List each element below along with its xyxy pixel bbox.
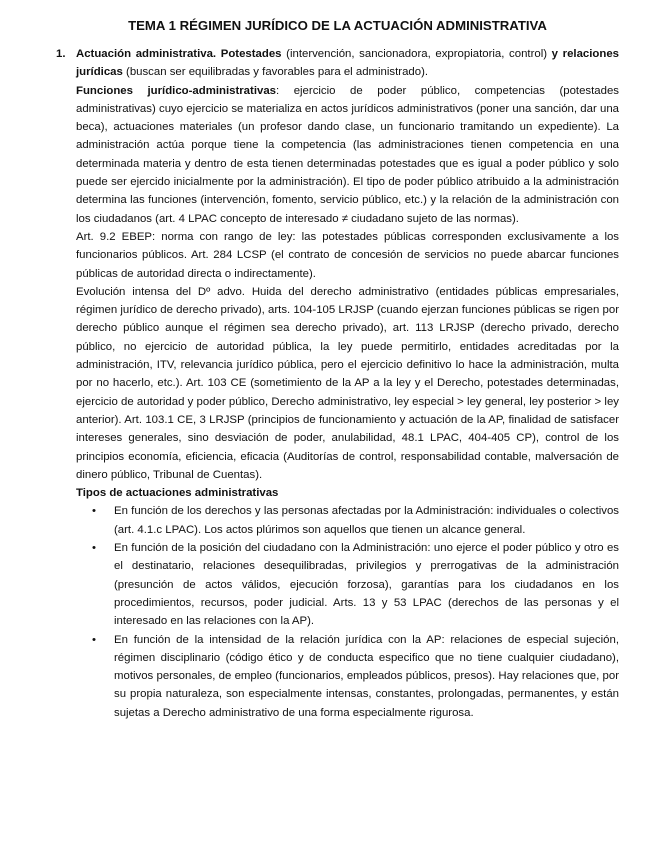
paragraph-potestades [76,45,619,82]
list-item [76,502,619,539]
bullet-text: En función de la posición del ciudadano con la Administración: uno ejerce el poder público y otro es el destinatario, relaciones desequilibradas, privilegios y prerrogativas de la administración (presunción de actos válidos, ejecución forzosa), garantías para los ciudadanos en los procedimientos, recursos, poder judicial. Arts. 13 y 53 LPAC (derechos de las personas y el interesado en las relaciones con la AP). [114,542,619,628]
bold-funciones: Funciones jurídico-administrativas [76,84,276,97]
bullet-text: En función de los derechos y las personas afectadas por la Administración: individuales o colectivos (art. 4.1.c LPAC). Los actos plúrimos son aquellos que tienen un alcance general. [114,505,619,536]
item-number: 1. [56,48,66,60]
paragraph-funciones [76,82,619,228]
bold-actuacion-potestades: Actuación administrativa. Potestades [76,48,282,60]
document-title: TEMA 1 RÉGIMEN JURÍDICO DE LA ACTUACIÓN ADMINISTRATIVA [128,18,547,33]
list-item [76,631,619,722]
bullet-icon: • [92,505,96,518]
text-relaciones: (buscan ser equilibradas y favorables para el administrado). [122,66,429,79]
bullet-icon: • [92,542,96,555]
bullet-text: En función de la intensidad de la relación jurídica con la AP: relaciones de especial sujeción, régimen disciplinario (código ético y de conducta especifico que no tiene cualquier ciudadano), motivos personales, de empleo (funcionarios, empleados públicos, presos). Hay relaciones que, por su propia naturaleza, son especialmente intensas, constantes, prolongadas, permanentes, y están sujetas a Derecho administrativo de una forma especialmente rigurosa. [114,633,619,719]
bullet-icon: • [92,633,96,646]
paragraph-ebep: Art. 9.2 EBEP: norma con rango de ley: las potestades públicas corresponden exclusivamente a los funcionarios públicos. Art. 284 LCSP (el contrato de concesión de servicios no puede abarcar funciones públicas de autoridad directa o indirectamente). [76,230,619,280]
types-list [76,502,619,722]
paragraph-evolucion: Evolución intensa del Dº advo. Huida del derecho administrativo (entidades públicas empresariales, régimen jurídico de derecho privado), arts. 104-105 LRJSP (cuando ejerzan funciones públicas se rigen por derecho público aunque el régimen sea derecho privado), art. 113 LRJSP (derecho privado, derecho público, no ejercicio de autoridad pública, la ley puede permitirlo, entidades acreditadas por la administración, ITV, relevancia jurídico pública, pero el ejercicio definitivo lo hace la administración, multa por no hacerlo, etc.). Art. 103 CE (sometimiento de la AP a la ley y el Derecho, potestades determinadas, ejercicio de autoridad y poder público, Derecho administrativo, ley especial > ley general, ley posterior > ley anterior). Art. 103.1 CE, 3 LRJSP (principios de funcionamiento y actuación de la AP, finalidad de satisfacer intereses generales, sino desviación de poder, anulabilidad, 48.1 LPAC, 404-405 CP), control de los principios economía, eficiencia, eficacia (Auditorías de control, responsabilidad contable, malversación de dinero público, Tribunal de Cuentas). [76,285,619,481]
numbered-item-1 [56,45,619,722]
types-heading: Tipos de actuaciones administrativas [76,487,279,500]
text-funciones: : ejercicio de poder público, competencias (potestades administrativas) cuyo ejercicio se materializa en actos jurídicos administrativos (poner una sanción, dar una beca), actuaciones materiales (un profesor dando clase, un funcionario tramitando un expediente). La administración actúa porque tiene la competencia (las administraciones tienen competencia en una determinada materia y dentro de esta tienen determinadas potestades que es igual a poder público y solo puede ser ejercido inicialmente por la administración). El tipo de poder público atribuido a la administración determina las funciones (intervención, fomento, servicio público, etc.) y la relación de la administración con los ciudadanos (art. 4 LPAC concepto de interesado ≠ ciudadano sujeto de las normas). [76,84,619,225]
item-body [76,45,619,722]
bold-relaciones-juridicas: y relaciones jurídicas [76,48,619,79]
list-item [76,539,619,630]
text-potestades-list: (intervención, sancionadora, expropiatoria, control) [281,48,552,60]
